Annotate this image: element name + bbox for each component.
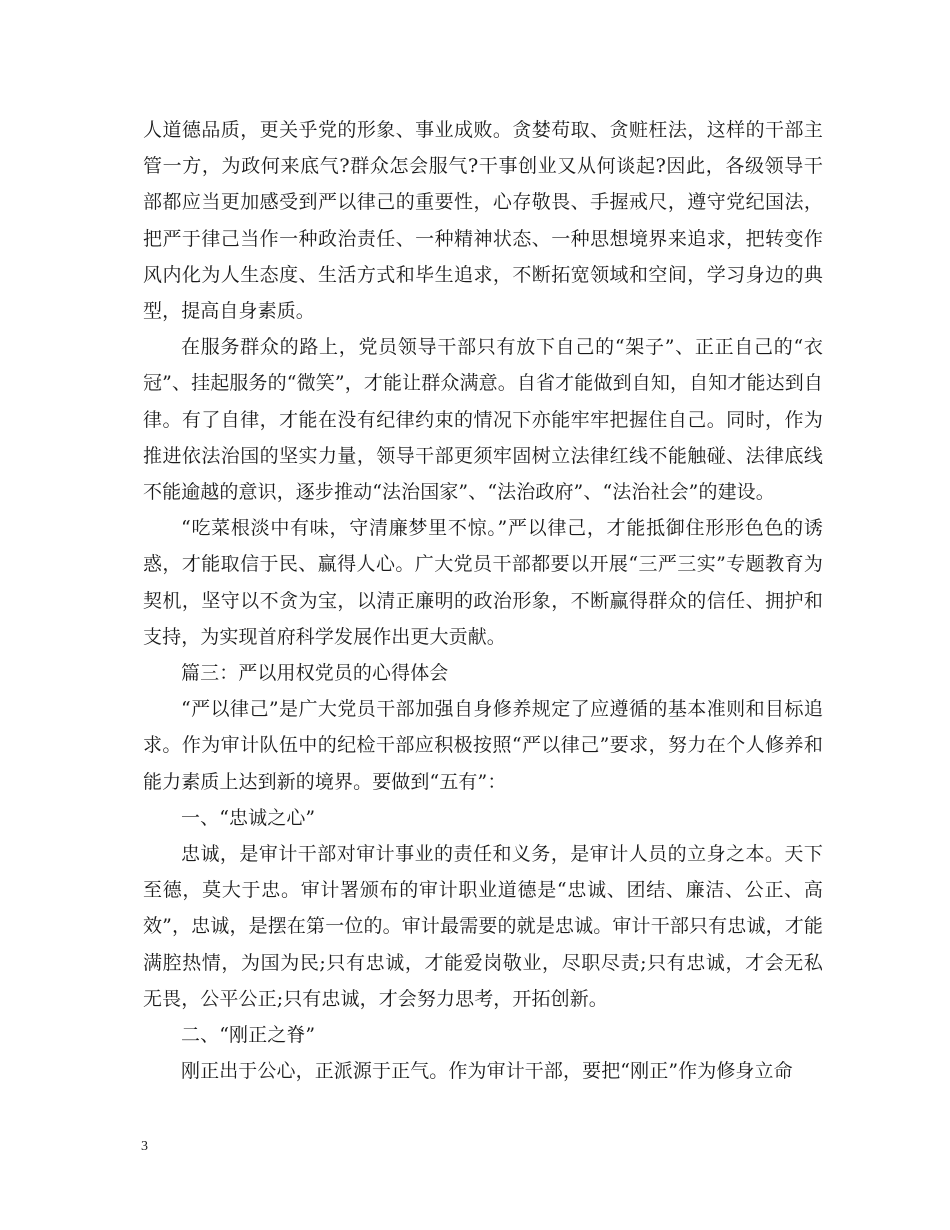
paragraph-intro: “严以律己”是广大党员干部加强自身修养规定了应遵循的基本准则和目标追求。作为审计队伍中的纪检干部应积极按照“严以律己”要求，努力在个人修养和能力素质上达到新的境界。要做到“五有”： (143, 698, 823, 793)
paragraph-integrity: 刚正出于公心，正派源于正气。作为审计干部，要把“刚正”作为修身立命 (181, 1060, 793, 1083)
section-heading: 篇三：严以用权党员的心得体会 (181, 662, 449, 685)
page-number: 3 (141, 1139, 148, 1154)
paragraph-continuation: 人道德品质，更关乎党的形象、事业成败。贪婪苟取、贪赃枉法，这样的干部主管一方，为政何来底气?群众怎会服气?干事创业又从何谈起?因此，各级领导干部都应当更加感受到严以律己的重要性，心存敬畏、手握戒尺，遵守党纪国法，把严于律己当作一种政治责任、一种精神状态、一种思想境界来追求，把转变作风内化为人生态度、生活方式和毕生追求，不断拓宽领域和空间，学习身边的典型，提高自身素质。 (143, 119, 823, 323)
document-body (143, 112, 823, 1089)
paragraph-serve-masses: 在服务群众的路上，党员领导干部只有放下自己的“架子”、正正自己的“衣冠”、挂起服务的“微笑”，才能让群众满意。自省才能做到自知，自知才能达到自律。有了自律，才能在没有纪律约束的情况下亦能牢牢把握住自己。同时，作为推进依法治国的坚实力量，领导干部更须牢固树立法律红线不能触碰、法律底线不能逾越的意识，逐步推动“法治国家”、“法治政府”、“法治社会”的建设。 (143, 336, 823, 504)
subheading-loyalty: 一、“忠诚之心” (181, 806, 316, 829)
paragraph-quote: “吃菜根淡中有味，守清廉梦里不惊。”严以律己，才能抵御住形形色色的诱惑，才能取信于民、赢得人心。广大党员干部都要以开展“三严三实”专题教育为契机，坚守以不贪为宝，以清正廉明的政治形象，不断赢得群众的信任、拥护和支持，为实现首府科学发展作出更大贡献。 (143, 517, 823, 648)
subheading-integrity: 二、“刚正之脊” (181, 1024, 316, 1047)
paragraph-loyalty: 忠诚，是审计干部对审计事业的责任和义务，是审计人员的立身之本。天下至德，莫大于忠。审计署颁布的审计职业道德是“忠诚、团结、廉洁、公正、高效”，忠诚，是摆在第一位的。审计最需要的就是忠诚。审计干部只有忠诚，才能满腔热情，为国为民;只有忠诚，才能爱岗敬业，尽职尽责;只有忠诚，才会无私无畏，公平公正;只有忠诚，才会努力思考，开拓创新。 (143, 843, 823, 1010)
